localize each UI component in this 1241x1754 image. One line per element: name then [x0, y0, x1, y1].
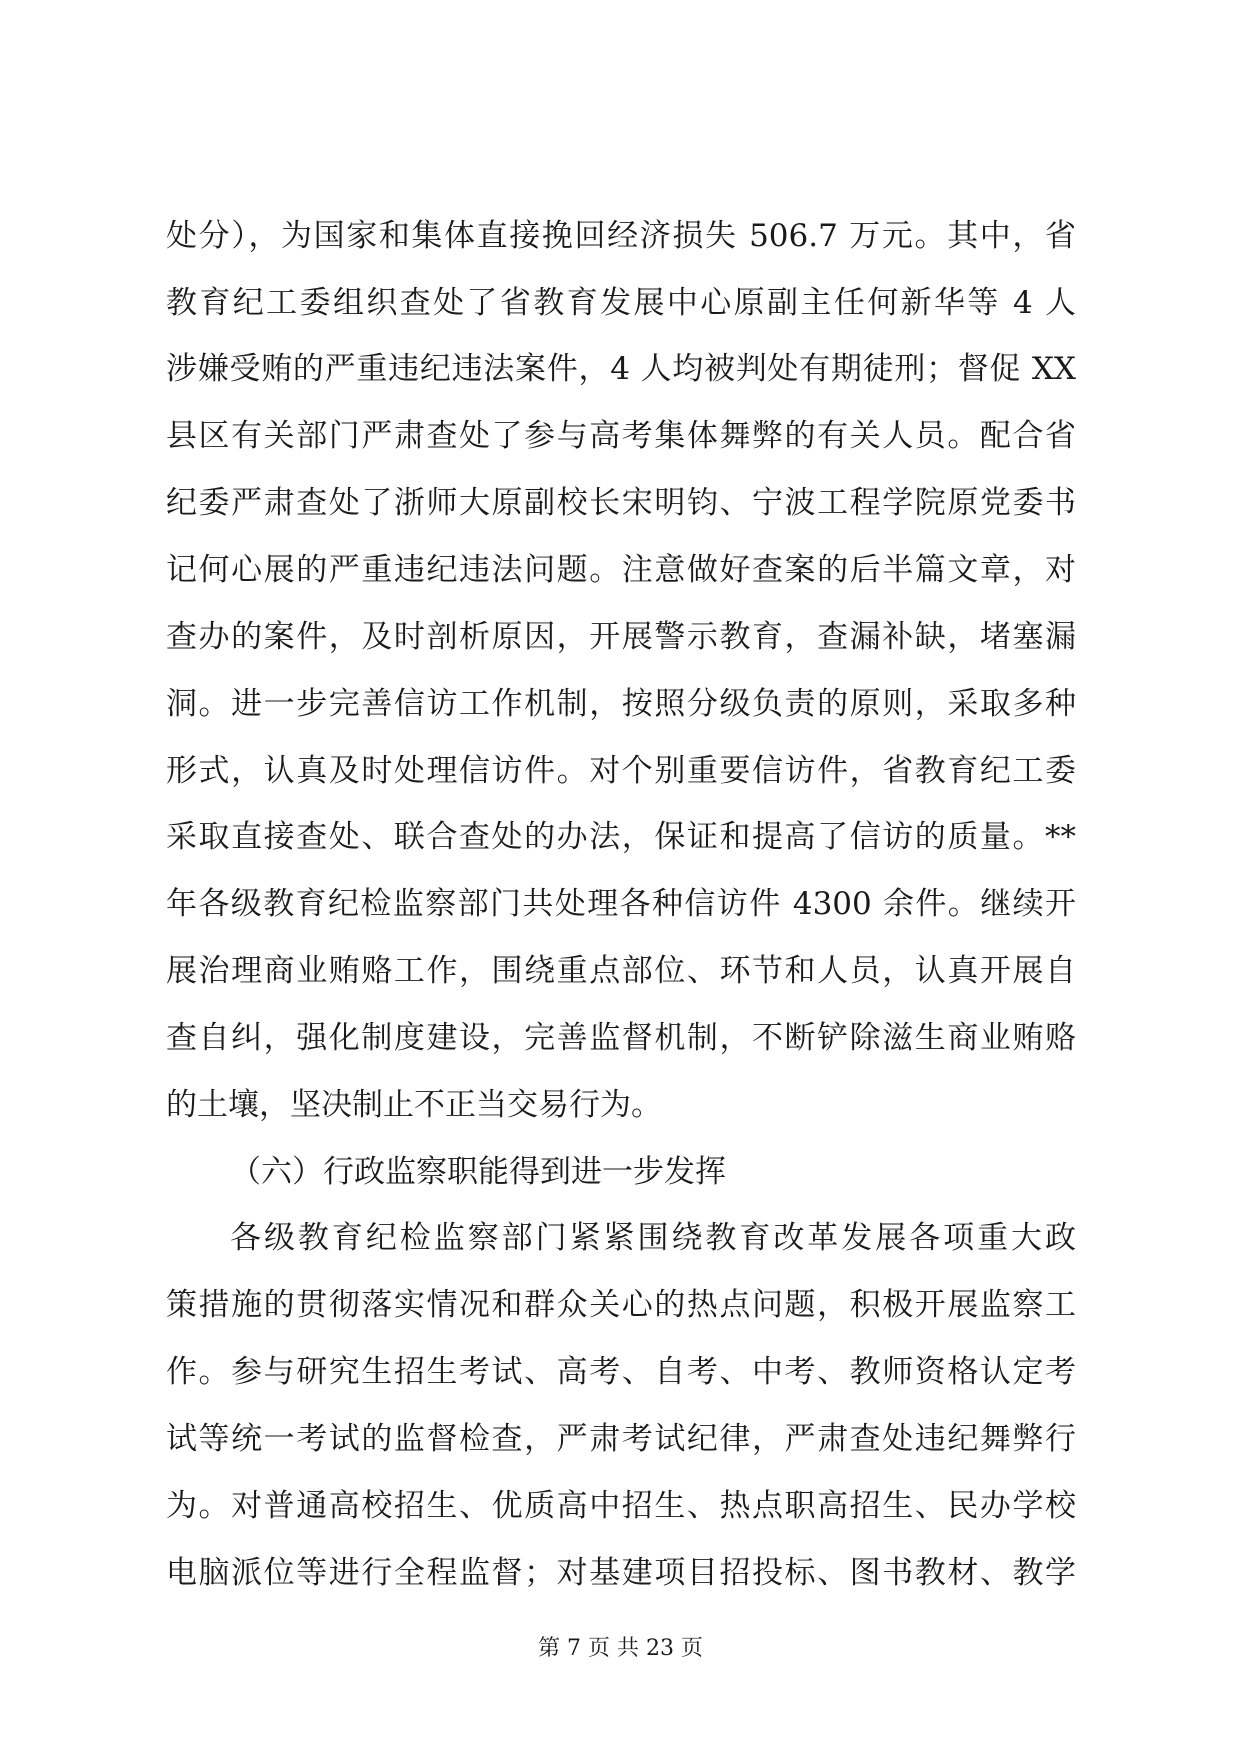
body-text-line: 涉嫌受贿的严重违纪违法案件，4 人均被判处有期徒刑；督促 XX	[166, 351, 1076, 387]
body-text-line: 县区有关部门严肃查处了参与高考集体舞弊的有关人员。配合省	[166, 418, 1076, 454]
body-text-line: 查自纠，强化制度建设，完善监督机制，不断铲除滋生商业贿赂	[166, 1020, 1076, 1056]
body-text-line: 教育纪工委组织查处了省教育发展中心原副主任何新华等 4 人	[166, 285, 1076, 321]
body-text-line: 纪委严肃查处了浙师大原副校长宋明钧、宁波工程学院原党委书	[166, 485, 1076, 521]
body-text-line: 展治理商业贿赂工作，围绕重点部位、环节和人员，认真开展自	[166, 953, 1076, 989]
body-text-line: 查办的案件，及时剖析原因，开展警示教育，查漏补缺，堵塞漏	[166, 619, 1076, 655]
body-text-line: 电脑派位等进行全程监督；对基建项目招投标、图书教材、教学	[166, 1555, 1076, 1591]
body-text-line: 形式，认真及时处理信访件。对个别重要信访件，省教育纪工委	[166, 753, 1076, 789]
page-number-footer: 第 7 页 共 23 页	[538, 1636, 703, 1661]
body-text-line: 年各级教育纪检监察部门共处理各种信访件 4300 余件。继续开	[166, 886, 1076, 922]
body-text-line: 作。参与研究生招生考试、高考、自考、中考、教师资格认定考	[166, 1354, 1076, 1390]
body-text-line: 采取直接查处、联合查处的办法，保证和提高了信访的质量。**	[166, 819, 1076, 855]
body-text-line: 策措施的贯彻落实情况和群众关心的热点问题，积极开展监察工	[166, 1287, 1076, 1323]
body-text-line: 试等统一考试的监督检查，严肃考试纪律，严肃查处违纪舞弊行	[166, 1421, 1076, 1457]
body-text-line: 的土壤，坚决制止不正当交易行为。	[166, 1087, 662, 1123]
body-text-line: 处分），为国家和集体直接挽回经济损失 506.7 万元。其中，省	[166, 218, 1076, 254]
body-text-line: 为。对普通高校招生、优质高中招生、热点职高招生、民办学校	[166, 1488, 1076, 1524]
section-heading: （六）行政监察职能得到进一步发挥	[230, 1154, 726, 1190]
body-text-line: 各级教育纪检监察部门紧紧围绕教育改革发展各项重大政	[230, 1220, 1076, 1256]
body-text-line: 记何心展的严重违纪违法问题。注意做好查案的后半篇文章，对	[166, 552, 1076, 588]
body-text-line: 洞。进一步完善信访工作机制，按照分级负责的原则，采取多种	[166, 686, 1076, 722]
